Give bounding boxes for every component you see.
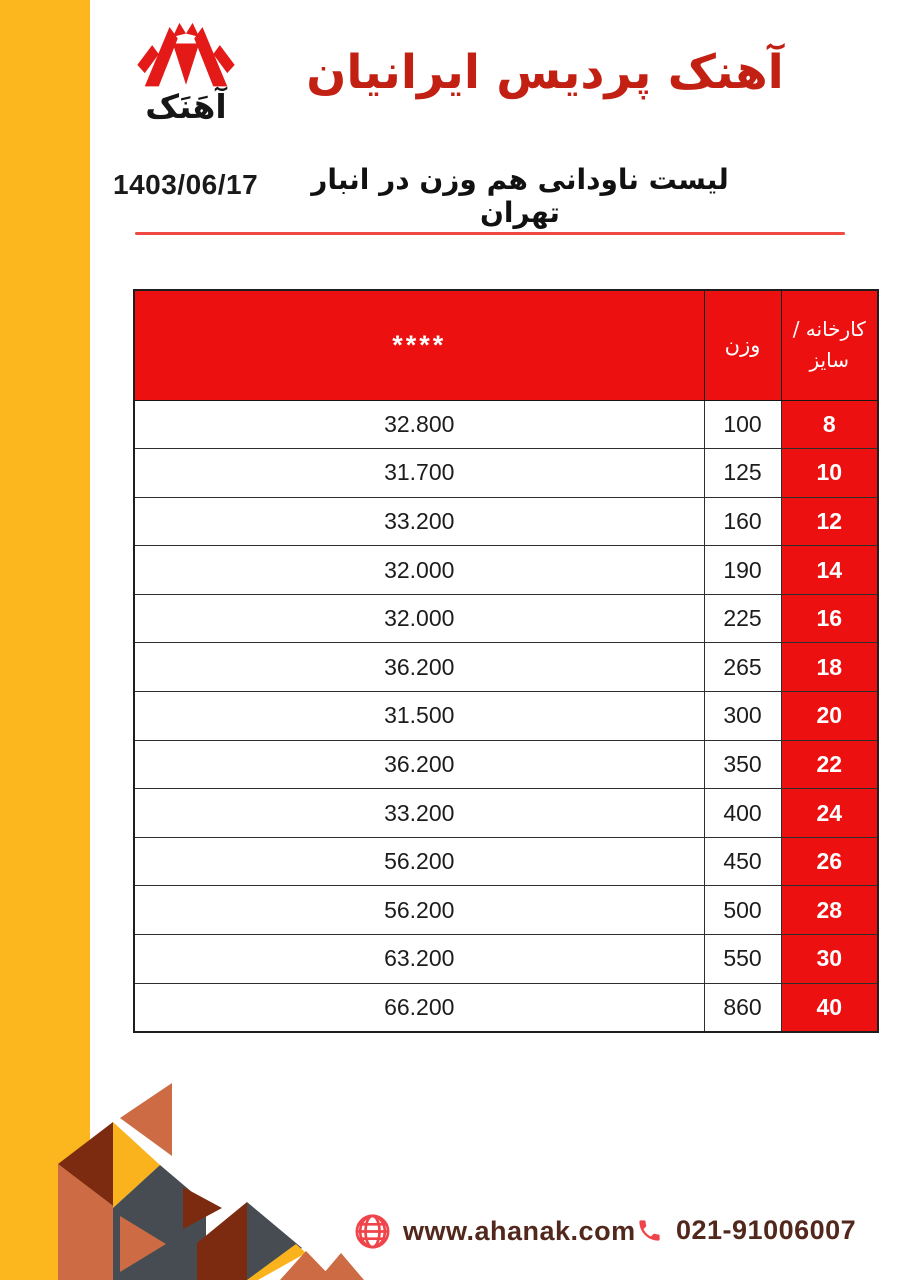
- weight-cell: 190: [704, 546, 781, 595]
- price-cell: 33.200: [134, 789, 704, 838]
- weight-cell: 300: [704, 692, 781, 741]
- document-subtitle: لیست ناودانی هم وزن در انبار تهران: [311, 163, 729, 229]
- price-cell: 33.200: [134, 497, 704, 546]
- size-cell: 28: [781, 886, 878, 935]
- table-row: [134, 546, 878, 595]
- page-title: آهنک پردیس ایرانیان: [306, 45, 784, 100]
- weight-cell: 125: [704, 449, 781, 498]
- size-cell: 8: [781, 400, 878, 449]
- price-table-body: [134, 400, 878, 1032]
- logo-wordmark: آهَنَک: [145, 87, 227, 126]
- size-cell: 40: [781, 983, 878, 1032]
- company-logo: [134, 22, 238, 126]
- table-row: [134, 400, 878, 449]
- price-column-header: ****: [134, 290, 704, 400]
- weight-cell: 550: [704, 935, 781, 984]
- price-cell: 32.800: [134, 400, 704, 449]
- weight-cell: 350: [704, 740, 781, 789]
- size-cell: 10: [781, 449, 878, 498]
- website-contact: [354, 1213, 636, 1250]
- weight-cell: 450: [704, 837, 781, 886]
- price-cell: 66.200: [134, 983, 704, 1032]
- size-cell: 18: [781, 643, 878, 692]
- table-row: [134, 886, 878, 935]
- price-cell: 56.200: [134, 837, 704, 886]
- size-cell: 14: [781, 546, 878, 595]
- price-cell: 31.500: [134, 692, 704, 741]
- price-cell: 36.200: [134, 740, 704, 789]
- header-divider: [135, 232, 845, 235]
- price-cell: 63.200: [134, 935, 704, 984]
- size-cell: 26: [781, 837, 878, 886]
- globe-icon: [354, 1213, 391, 1250]
- subheader-row: [0, 163, 904, 229]
- table-row: [134, 740, 878, 789]
- document-date: 1403/06/17: [113, 169, 259, 200]
- size-cell: 30: [781, 935, 878, 984]
- phone-contact: [636, 1215, 856, 1246]
- price-table-header: [134, 290, 878, 400]
- table-row: [134, 935, 878, 984]
- weight-cell: 225: [704, 594, 781, 643]
- website-text: www.ahanak.com: [403, 1216, 636, 1246]
- size-cell: 12: [781, 497, 878, 546]
- phone-icon: [636, 1217, 663, 1244]
- table-row: [134, 983, 878, 1032]
- size-column-header: کارخانه / سایز: [781, 290, 878, 400]
- weight-cell: 400: [704, 789, 781, 838]
- logo-mark-icon: [136, 22, 236, 88]
- weight-cell: 860: [704, 983, 781, 1032]
- size-cell: 16: [781, 594, 878, 643]
- phone-number-text: 021-91006007: [676, 1215, 857, 1245]
- header-row: [134, 290, 878, 400]
- price-cell: 31.700: [134, 449, 704, 498]
- table-row: [134, 789, 878, 838]
- price-cell: 32.000: [134, 594, 704, 643]
- weight-cell: 100: [704, 400, 781, 449]
- table-row: [134, 449, 878, 498]
- table-row: [134, 643, 878, 692]
- logo-mark-shapes: [137, 23, 234, 87]
- weight-cell: 160: [704, 497, 781, 546]
- price-cell: 56.200: [134, 886, 704, 935]
- weight-cell: 265: [704, 643, 781, 692]
- table-row: [134, 594, 878, 643]
- size-cell: 22: [781, 740, 878, 789]
- price-table: [133, 289, 879, 1033]
- price-cell: 36.200: [134, 643, 704, 692]
- table-row: [134, 497, 878, 546]
- weight-cell: 500: [704, 886, 781, 935]
- table-row: [134, 837, 878, 886]
- geometric-decoration: [0, 1080, 460, 1280]
- table-row: [134, 692, 878, 741]
- size-cell: 24: [781, 789, 878, 838]
- weight-column-header: وزن: [704, 290, 781, 400]
- price-cell: 32.000: [134, 546, 704, 595]
- size-cell: 20: [781, 692, 878, 741]
